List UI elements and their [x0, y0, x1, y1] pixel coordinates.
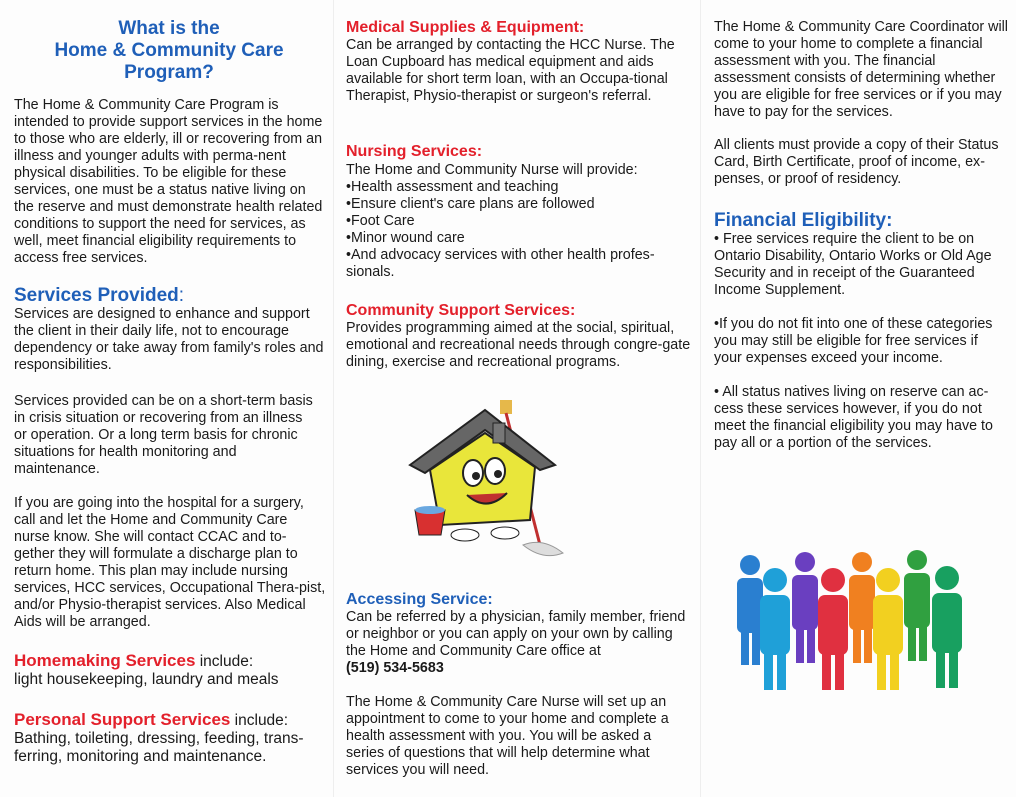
accessing-text	[346, 609, 686, 677]
services-heading-text: Services Provided	[14, 285, 179, 306]
nursing-section	[346, 162, 686, 281]
homemaking-section	[14, 651, 329, 689]
person-figures	[737, 550, 962, 690]
homemaking-heading: Homemaking Services	[14, 651, 196, 670]
intro-paragraph: The Home & Community Care Program is intended to provide support services in the home to those who are elderly, ill or recovering from an illness and younger adults with perma-nent physical disabilities. To be eligible for these services, one must be a status native living on the reserve and must demonstrate health related conditions to support the need for services, as well, meet financial eligibility requirements to access free services.	[14, 97, 323, 266]
accessing-text-body: Can be referred by a physician, family member, friend or neighbor or you can apply on your own by calling the Home and Community Care office at	[346, 609, 686, 659]
list-item: • Health assessment and teaching	[346, 179, 686, 196]
community-heading: Community Support Services:	[346, 302, 576, 319]
documents-paragraph: All clients must provide a copy of their Status Card, Birth Certificate, proof of income, ex-penses, or proof of residency.	[714, 137, 999, 187]
financial-heading: Financial Eligibility:	[714, 210, 893, 231]
list-item: • Minor wound care	[346, 230, 686, 247]
medical-text: Can be arranged by contacting the HCC Nurse. The Loan Cupboard has medical equipment and aids available for short term loan, with an Occupa-tional Therapist, Physio-therapist or surgeon's referral.	[346, 37, 675, 104]
medical-heading: Medical Supplies & Equipment:	[346, 19, 585, 36]
include-label: include:	[230, 712, 289, 729]
house-mascot-illustration	[395, 395, 575, 570]
title-line: What is the	[118, 18, 220, 39]
eligibility-bullet: • Free services require the client to be on Ontario Disability, Ontario Works or Old Age Security and in receipt of the Guaranteed Income Supplement.	[714, 231, 992, 298]
personal-support-heading: Personal Support Services	[14, 710, 231, 729]
broom-icon	[500, 400, 512, 414]
homemaking-text: light housekeeping, laundry and meals	[14, 671, 279, 688]
eligibility-bullet: • All status natives living on reserve can ac-cess these services however, if you do not meet the financial eligibility you may have to pay all or a portion of the services.	[714, 384, 993, 451]
title-line: Program?	[124, 62, 214, 83]
services-colon: :	[178, 285, 185, 306]
services-heading	[14, 285, 184, 307]
main-title	[14, 18, 324, 84]
community-text: Provides programming aimed at the social, spiritual, emotional and recreational needs through congre-gate dining, exercise and recreational programs.	[346, 320, 691, 370]
include-label: include:	[195, 653, 254, 670]
personal-support-section	[14, 710, 329, 766]
fold-line	[700, 0, 701, 797]
nursing-heading: Nursing Services:	[346, 143, 483, 160]
fold-line	[333, 0, 334, 797]
list-item: • Foot Care	[346, 213, 686, 230]
accessing-heading: Accessing Service:	[346, 591, 493, 608]
eligibility-bullet: •If you do not fit into one of these categories you may still be eligible for free services if your expenses exceed your income.	[714, 316, 993, 366]
list-item: • And advocacy services with other health profes-sionals.	[346, 247, 686, 281]
nursing-list	[346, 179, 686, 281]
list-item: • Ensure client's care plans are followed	[346, 196, 686, 213]
services-paragraph: Services provided can be on a short-term basis in crisis situation or recovering from an illness or operation. Or a long term basis for chronic situations for health monitoring and maintenance.	[14, 393, 313, 477]
title-line: Home & Community Care	[54, 40, 284, 61]
personal-support-text: Bathing, toileting, dressing, feeding, trans-ferring, monitoring and maintenance.	[14, 730, 304, 765]
nursing-intro: The Home and Community Nurse will provide:	[346, 162, 638, 178]
colorful-people-illustration	[725, 540, 980, 700]
phone-number: (519) 534-5683	[346, 660, 444, 676]
accessing-paragraph: The Home & Community Care Nurse will set up an appointment to come to your home and complete a health assessment with you. You will be asked a series of questions that will help determine what services you will need.	[346, 694, 669, 778]
services-paragraph: If you are going into the hospital for a surgery, call and let the Home and Community Care nurse know. She will contact CCAC and to-gether they will formulate a discharge plan to return home. This plan may include nursing services, HCC services, Occupational Thera-pist, and/or Physio-therapist services. Also Medical Aids will be arranged.	[14, 495, 326, 630]
services-paragraph: Services are designed to enhance and support the client in their daily life, not to encourage dependency or take away from family's roles and responsibilities.	[14, 306, 324, 373]
coordinator-paragraph: The Home & Community Care Coordinator will come to your home to complete a financial assessment with you. The financial assessment consists of determining whether you are eligible for free services or if you may have to pay for the services.	[714, 19, 1008, 120]
